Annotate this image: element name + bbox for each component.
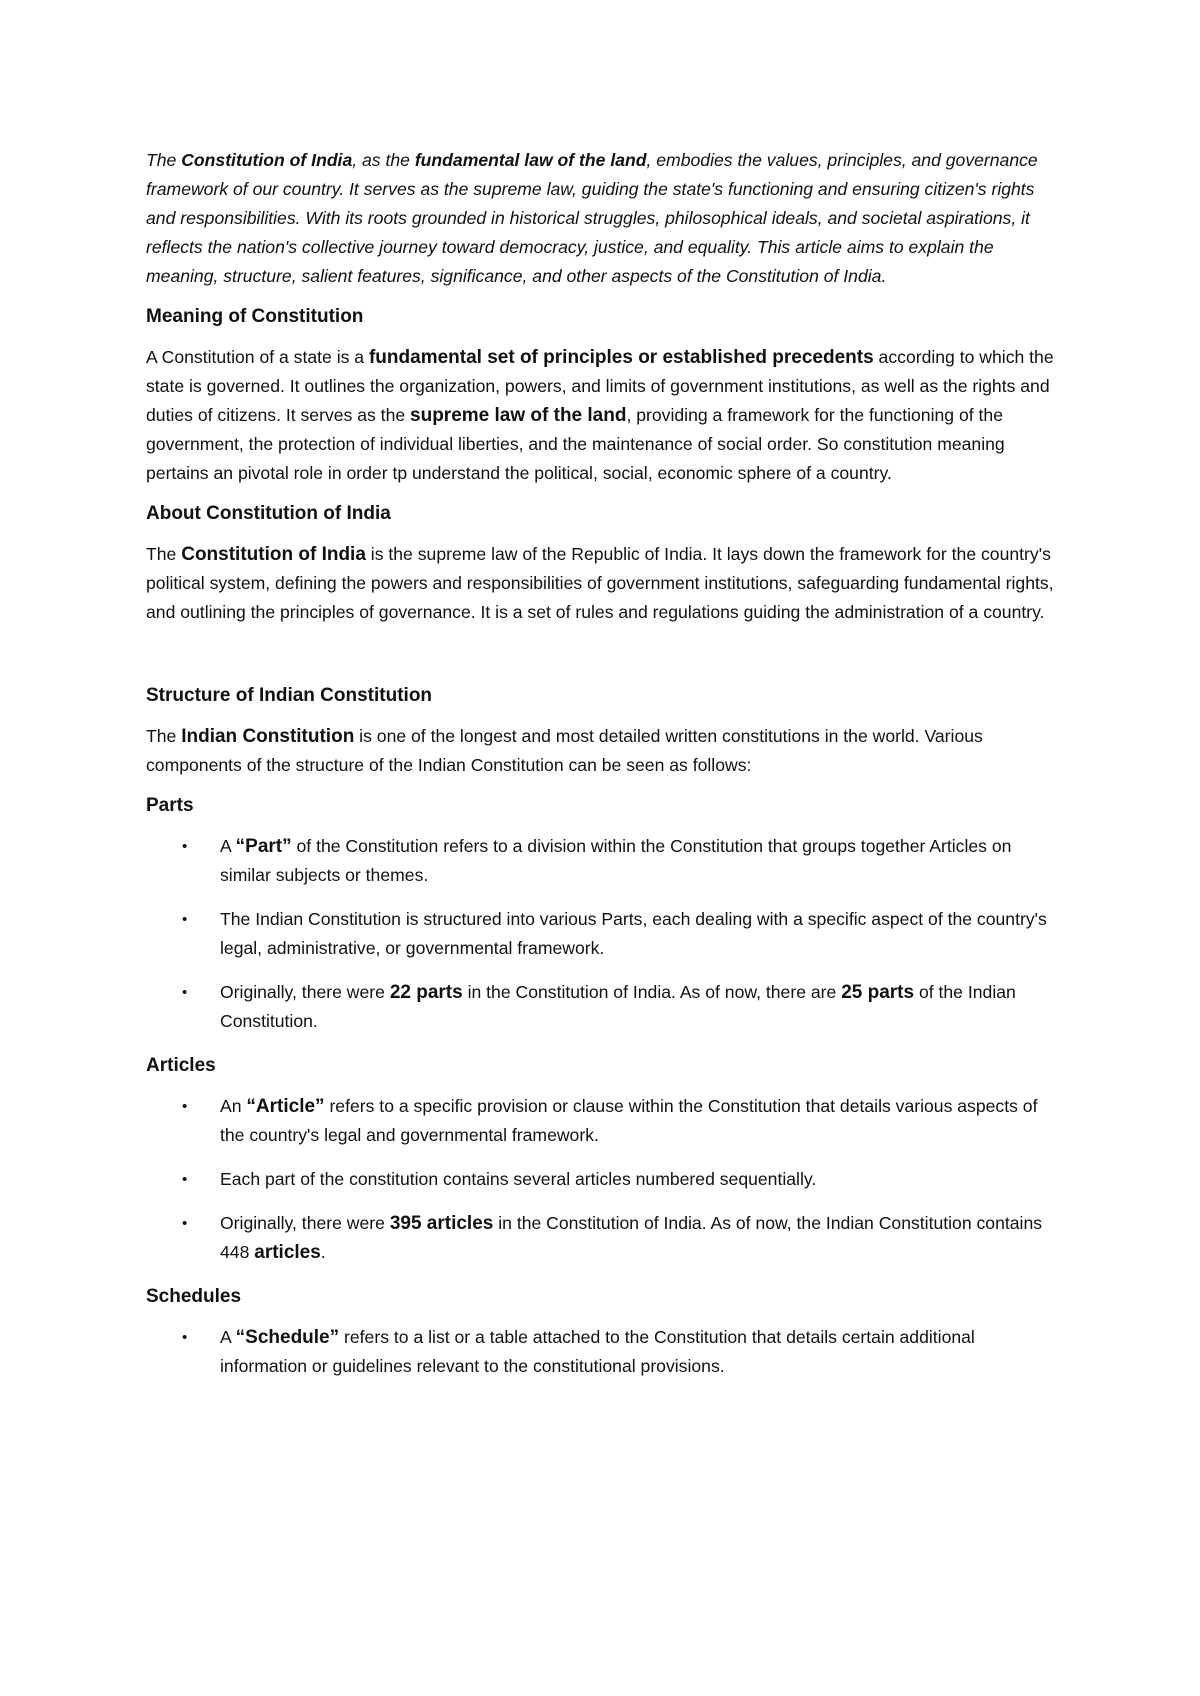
meaning-text: according to which the state is governed. It outlines the organization, powers, and limits of government institutions, as well as the rights and duties of citizens. It serves as the: [146, 347, 1054, 425]
meaning-bold: supreme law of the land: [410, 405, 627, 426]
structure-text: is one of the longest and most detailed written constitutions in the world. Various components of the structure of the Indian Constitution can be seen as follows:: [146, 726, 983, 775]
meaning-text: , providing a framework for the functioning of the government, the protection of individual liberties, and the maintenance of social order. So constitution meaning pertains an pivotal role in order tp understand the political, social, economic sphere of a country.: [146, 405, 1005, 483]
list-text: refers to a list or a table attached to the Constitution that details certain additional information or guidelines relevant to the constitutional provisions.: [220, 1327, 975, 1376]
meaning-paragraph: [146, 343, 1066, 488]
intro-paragraph: [146, 146, 1066, 291]
list-text: A: [220, 836, 236, 856]
about-text: is the supreme law of the Republic of India. It lays down the framework for the country's political system, defining the powers and responsibilities of government institutions, safeguarding fundamental rights, and outlining the principles of governance. It is a set of rules and regulations guiding the administration of a country.: [146, 544, 1054, 622]
list-text: in the Constitution of India. As of now, the Indian Constitution contains 448: [220, 1213, 1043, 1262]
list-item: [146, 1092, 1066, 1150]
list-text: Originally, there were: [220, 982, 390, 1002]
spacer: [146, 638, 1066, 681]
list-bold: “Schedule”: [235, 1327, 340, 1348]
structure-heading: Structure of Indian Constitution: [146, 685, 433, 706]
schedules-heading: Schedules: [146, 1286, 242, 1307]
list-item: [146, 1323, 1066, 1381]
list-text: refers to a specific provision or clause within the Constitution that details various aspects of the country's legal and governmental framework.: [220, 1096, 1038, 1145]
list-item: [146, 832, 1066, 890]
parts-list: [146, 832, 1066, 1036]
document-body: [146, 146, 1066, 1396]
list-item: [146, 1165, 1066, 1194]
parts-heading: Parts: [146, 795, 194, 816]
bullet-icon: •: [182, 984, 188, 1001]
bullet-icon: •: [182, 1329, 188, 1346]
articles-heading: Articles: [146, 1055, 216, 1076]
list-text: Each part of the constitution contains several articles numbered sequentially.: [220, 1169, 817, 1189]
meaning-bold: fundamental set of principles or established precedents: [368, 347, 874, 368]
structure-bold: Indian Constitution: [181, 726, 355, 747]
list-bold: articles: [254, 1242, 321, 1263]
list-text: of the Constitution refers to a division within the Constitution that groups together Articles on similar subjects or themes.: [220, 836, 1012, 885]
list-text: An: [220, 1096, 247, 1116]
intro-text: , as the: [352, 150, 415, 170]
list-text: in the Constitution of India. As of now, there are: [462, 982, 842, 1002]
structure-text: The: [146, 726, 182, 746]
list-text: The Indian Constitution is structured into various Parts, each dealing with a specific aspect of the country's legal, administrative, or governmental framework.: [220, 909, 1047, 958]
intro-bold: fundamental law of the land: [414, 150, 647, 170]
bullet-icon: •: [182, 838, 188, 855]
list-bold: 395 articles: [389, 1213, 494, 1234]
list-text: Originally, there were: [220, 1213, 390, 1233]
schedules-list: [146, 1323, 1066, 1381]
list-text: .: [320, 1242, 326, 1262]
about-bold: Constitution of India: [181, 544, 366, 565]
list-item: [146, 1209, 1066, 1267]
structure-paragraph: [146, 722, 1066, 780]
bullet-icon: •: [182, 1215, 188, 1232]
list-bold: “Part”: [235, 836, 292, 857]
list-text: of the Indian Constitution.: [220, 982, 1016, 1031]
bullet-icon: •: [182, 1098, 188, 1115]
articles-list: [146, 1092, 1066, 1267]
list-bold: 22 parts: [389, 982, 463, 1003]
intro-text: The: [146, 150, 182, 170]
list-bold: 25 parts: [841, 982, 915, 1003]
about-paragraph: [146, 540, 1066, 627]
intro-text: , embodies the values, principles, and governance framework of our country. It serves as the supreme law, guiding the state's functioning and ensuring citizen's rights and responsibilities. With its roots grounded in historical struggles, philosophical ideals, and societal aspirations, it reflects the nation's collective journey toward democracy, justice, and equality. This article aims to explain the meaning, structure, salient features, significance, and other aspects of the Constitution of India.: [146, 150, 1038, 286]
list-item: [146, 978, 1066, 1036]
bullet-icon: •: [182, 1171, 188, 1188]
about-heading: About Constitution of India: [146, 503, 391, 524]
list-bold: “Article”: [246, 1096, 325, 1117]
intro-bold: Constitution of India: [181, 150, 353, 170]
list-text: A: [220, 1327, 236, 1347]
meaning-heading: Meaning of Constitution: [146, 306, 364, 327]
about-text: The: [146, 544, 182, 564]
meaning-text: A Constitution of a state is a: [146, 347, 369, 367]
list-item: [146, 905, 1066, 963]
bullet-icon: •: [182, 911, 188, 928]
